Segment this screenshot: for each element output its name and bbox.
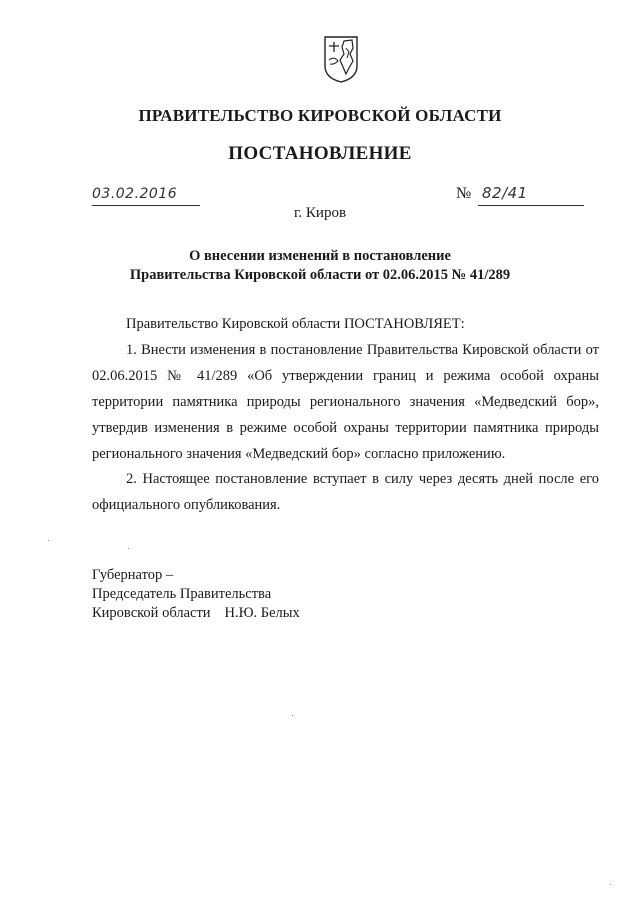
number-sign: № — [456, 185, 472, 202]
document-number: 82/41 — [482, 184, 528, 202]
document-date-field — [92, 186, 200, 206]
scan-speck — [610, 884, 611, 885]
document-type: ПОСТАНОВЛЕНИЕ — [228, 143, 412, 164]
scan-speck — [292, 715, 293, 716]
signature-position-3-wrapper — [92, 604, 300, 623]
document-title — [100, 247, 540, 285]
document-number-field — [456, 184, 584, 206]
city: г. Киров — [293, 205, 347, 221]
title-line-1: О внесении изменений в постановление — [189, 248, 451, 264]
paragraph-item-2: 2. Настоящее постановление вступает в силу через десять дней после его официального опубликования. — [92, 471, 599, 513]
kirov-coat-of-arms-icon — [322, 34, 360, 84]
document-date: 03.02.2016 — [92, 186, 178, 202]
signature-position-2: Председатель Правительства — [92, 586, 272, 602]
title-line-2: Правительства Кировской области от 02.06.2015 № 41/289 — [129, 267, 511, 283]
paragraph-item-1: 1. Внести изменения в постановление Правительства Кировской области от 02.06.2015 № 41/289 «Об утверждении границ и режима особой охраны территории памятника природы регионального значения «Медведский бор», утвердив изменения в режиме особой охраны территории памятника природы регионального значения «Медведский бор» согласно приложению. — [92, 342, 599, 462]
signature-position-1: Губернатор – — [92, 567, 174, 583]
scan-speck — [48, 540, 49, 541]
signature-position-3: Кировской области — [92, 605, 211, 621]
intro-paragraph: Правительство Кировской области ПОСТАНОВЛЯЕТ: — [126, 316, 465, 332]
scan-speck — [128, 548, 129, 549]
signature-block — [92, 566, 300, 623]
signatory-name: Н.Ю. Белых — [224, 605, 300, 621]
government-name: ПРАВИТЕЛЬСТВО КИРОВСКОЙ ОБЛАСТИ — [138, 106, 502, 125]
